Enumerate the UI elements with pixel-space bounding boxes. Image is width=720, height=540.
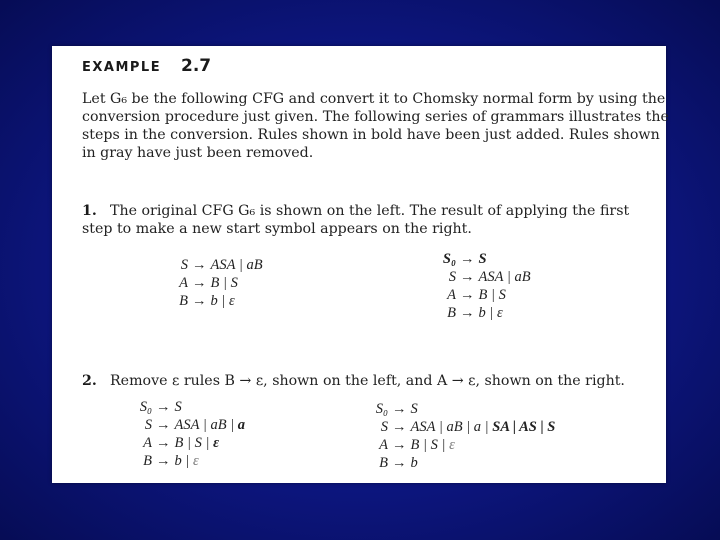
grammar-rule xyxy=(366,454,555,472)
arrow-icon: → xyxy=(460,269,475,285)
arrow-icon: → xyxy=(392,455,407,471)
arrow-icon: → xyxy=(460,305,475,321)
step1-text-1: The original CFG G₆ is shown on the left. The result of applying the first xyxy=(110,203,630,219)
grammar-rule xyxy=(130,452,245,470)
rule-rhs: b | ε xyxy=(478,305,503,321)
step2-right-grammar xyxy=(366,400,555,472)
rule-rhs: S xyxy=(174,399,182,415)
rule-lhs: S xyxy=(180,257,188,273)
removed-rule-part: ε xyxy=(449,437,455,453)
rule-rhs: S xyxy=(410,401,418,417)
rule-rhs: S xyxy=(478,251,487,267)
rule-rhs: B | S xyxy=(210,275,238,291)
rule-rhs: b | xyxy=(174,453,193,469)
arrow-icon: → xyxy=(156,399,171,415)
rule-lhs: B xyxy=(447,305,456,321)
step2-left-grammar xyxy=(130,398,245,470)
rule-lhs: A xyxy=(179,275,188,291)
arrow-icon: → xyxy=(156,435,171,451)
arrow-icon: → xyxy=(392,437,407,453)
rule-lhs: A xyxy=(379,437,388,453)
grammar-rule xyxy=(172,274,263,292)
grammar-rule xyxy=(434,286,531,304)
arrow-icon: → xyxy=(192,275,207,291)
step1-text-2: step to make a new start symbol appears on the right. xyxy=(82,221,472,237)
intro-line-1: Let G₆ be the following CFG and convert it to Chomsky normal form by using the xyxy=(82,91,666,107)
example-label: EXAMPLE xyxy=(82,60,162,75)
rule-rhs: b | ε xyxy=(210,293,235,309)
removed-rule-part: ε xyxy=(193,453,199,469)
added-rule-part: ε xyxy=(213,435,220,451)
arrow-icon: → xyxy=(192,257,207,273)
arrow-icon: → xyxy=(392,419,407,435)
rule-lhs: A xyxy=(143,435,152,451)
rule-rhs: B | S | xyxy=(410,437,450,453)
rule-rhs: ASA | aB xyxy=(210,257,263,273)
grammar-rule xyxy=(434,304,531,322)
arrow-icon: → xyxy=(156,453,171,469)
intro-line-3: steps in the conversion. Rules shown in bold have been just added. Rules shown xyxy=(82,127,660,143)
rule-rhs: ASA | aB | a | xyxy=(410,419,493,435)
arrow-icon: → xyxy=(460,251,475,267)
rule-lhs: S xyxy=(144,417,152,433)
step1-left-grammar xyxy=(172,256,263,310)
grammar-rule xyxy=(434,268,531,286)
rule-lhs: S₀ xyxy=(139,399,152,415)
grammar-rule xyxy=(130,434,245,452)
grammar-rule xyxy=(172,256,263,274)
intro-line-2: conversion procedure just given. The following series of grammars illustrates the xyxy=(82,109,669,125)
grammar-rule xyxy=(366,436,555,454)
rule-rhs: B | S | xyxy=(174,435,214,451)
grammar-rule xyxy=(366,400,555,418)
rule-lhs: A xyxy=(447,287,456,303)
rule-lhs: B xyxy=(379,455,388,471)
step2-text: Remove ε rules B → ε, shown on the left, and A → ε, shown on the right. xyxy=(110,373,625,389)
grammar-rule xyxy=(172,292,263,310)
intro-line-4: in gray have just been removed. xyxy=(82,145,314,161)
arrow-icon: → xyxy=(460,287,475,303)
rule-lhs: S₀ xyxy=(442,251,456,267)
grammar-rule xyxy=(366,418,555,436)
added-rule-part: SA | AS | S xyxy=(492,419,556,435)
rule-rhs: B | S xyxy=(478,287,506,303)
rule-rhs: ASA | aB | xyxy=(174,417,238,433)
grammar-rule xyxy=(130,416,245,434)
grammar-rule xyxy=(130,398,245,416)
grammar-rule xyxy=(434,250,531,268)
step1-right-grammar xyxy=(434,250,531,322)
rule-lhs: B xyxy=(179,293,188,309)
added-rule-part: a xyxy=(237,417,246,433)
textbook-page xyxy=(52,46,669,483)
arrow-icon: → xyxy=(392,401,407,417)
step2-number: 2. xyxy=(82,373,97,389)
rule-lhs: B xyxy=(143,453,152,469)
step1-number: 1. xyxy=(82,203,97,219)
rule-lhs: S xyxy=(448,269,456,285)
rule-lhs: S₀ xyxy=(375,401,388,417)
rule-rhs: ASA | aB xyxy=(478,269,531,285)
rule-rhs: b xyxy=(410,455,418,471)
arrow-icon: → xyxy=(192,293,207,309)
example-number: 2.7 xyxy=(181,56,212,76)
arrow-icon: → xyxy=(156,417,171,433)
rule-lhs: S xyxy=(380,419,388,435)
